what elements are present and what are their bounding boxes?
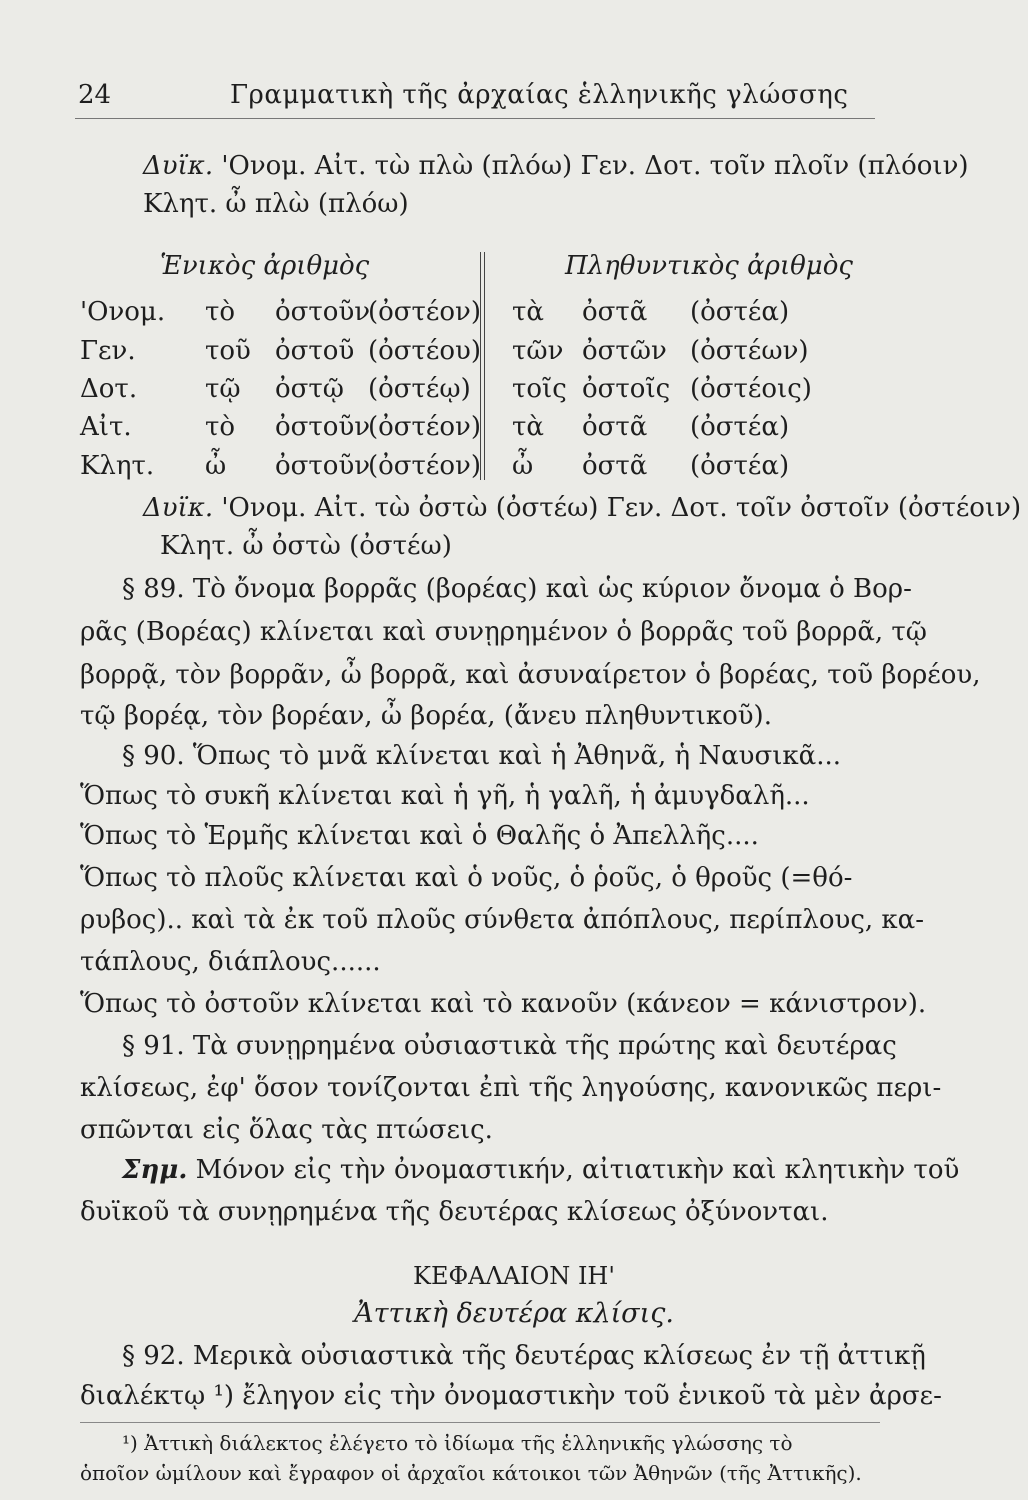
plural-uncontracted: (ὀστέα) bbox=[690, 451, 790, 481]
plural-heading: Πληθυντικὸς ἀριθμὸς bbox=[565, 251, 853, 281]
singular-uncontracted: (ὀστέου) bbox=[368, 336, 482, 366]
s90-line-7: Ὅπως τὸ ὀστοῦν κλίνεται καὶ τὸ κανοῦν (κάνεον = κάνιστρον). bbox=[80, 989, 927, 1019]
dual2-text: 'Ονομ. Αἰτ. τὼ ὀστὼ (ὀστέω) Γεν. Δοτ. τοῖν ὀστοῖν (ὀστέοιν) bbox=[221, 493, 1022, 523]
singular-article: τοῦ bbox=[205, 336, 251, 366]
s90-line-3: Ὅπως τὸ Ἑρμῆς κλίνεται καὶ ὁ Θαλῆς ὁ Ἀπελλῆς.... bbox=[80, 821, 759, 851]
plural-form: ὀστᾶ bbox=[582, 451, 648, 481]
s90-line-2: Ὅπως τὸ συκῆ κλίνεται καὶ ἡ γῆ, ἡ γαλῆ, ἡ ἀμυγδαλῆ... bbox=[80, 781, 810, 811]
singular-article: τὸ bbox=[205, 297, 236, 327]
dual2-line-1 bbox=[143, 492, 1021, 524]
dual2-line-2: Κλητ. ὦ ὀστὼ (ὀστέω) bbox=[160, 531, 452, 561]
footnote-rule bbox=[80, 1422, 880, 1423]
singular-form: ὀστοῦν bbox=[275, 297, 371, 327]
case-label: Αἰτ. bbox=[80, 412, 132, 442]
dual2-label: Δυϊκ. bbox=[143, 493, 214, 523]
singular-heading: Ἑνικὸς ἀριθμὸς bbox=[160, 251, 370, 281]
plural-form: ὀστοῖς bbox=[582, 374, 671, 404]
s92-line-1: § 92. Μερικὰ οὐσιαστικὰ τῆς δευτέρας κλίσεως ἐν τῇ ἀττικῇ bbox=[122, 1341, 926, 1371]
plural-uncontracted: (ὀστέοις) bbox=[690, 374, 812, 404]
singular-article: ὦ bbox=[205, 451, 227, 481]
case-label: 'Ονομ. bbox=[80, 297, 166, 327]
chapter-heading: ΚΕΦΑΛΑΙΟΝ ΙΗ' bbox=[413, 1262, 615, 1290]
dual-label: Δυϊκ. bbox=[143, 151, 214, 181]
running-title: Γραμματικὴ τῆς ἀρχαίας ἑλληνικῆς γλώσσης bbox=[230, 80, 849, 110]
singular-form: ὀστῷ bbox=[275, 374, 344, 404]
chapter-subtitle: Ἀττικὴ δευτέρα κλίσις. bbox=[354, 1298, 674, 1329]
singular-uncontracted: (ὀστέον) bbox=[368, 297, 482, 327]
footnote-line-2: ὁποῖον ὡμίλουν καὶ ἔγραφον οἱ ἀρχαῖοι κάτοικοι τῶν Ἀθηνῶν (τῆς Ἀττικῆς). bbox=[80, 1461, 862, 1485]
plural-uncontracted: (ὀστέων) bbox=[690, 336, 809, 366]
s90-line-4: Ὅπως τὸ πλοῦς κλίνεται καὶ ὁ νοῦς, ὁ ῥοῦς, ὁ θροῦς (=θό- bbox=[80, 863, 853, 893]
page-number: 24 bbox=[78, 80, 112, 110]
s89-line-1: § 89. Τὸ ὄνομα βορρᾶς (βορέας) καὶ ὡς κύριον ὄνομα ὁ Βορ- bbox=[122, 574, 912, 604]
dual-line-2: Κλητ. ὦ πλὼ (πλόω) bbox=[143, 189, 409, 219]
note-text: Μόνον εἰς τὴν ὀνομαστικήν, αἰτιατικὴν καὶ κλητικὴν τοῦ bbox=[195, 1155, 960, 1185]
plural-article: ὦ bbox=[512, 451, 534, 481]
dual-text: 'Ονομ. Αἰτ. τὼ πλὼ (πλόω) Γεν. Δοτ. τοῖν πλοῖν (πλόοιν) bbox=[221, 151, 969, 181]
s89-line-2: ρᾶς (Βορέας) κλίνεται καὶ συνῃρημένον ὁ βορρᾶς τοῦ βορρᾶ, τῷ bbox=[80, 617, 928, 647]
singular-form: ὀστοῦν bbox=[275, 412, 371, 442]
singular-form: ὀστοῦν bbox=[275, 451, 371, 481]
s91-line-2: κλίσεως, ἐφ' ὅσον τονίζονται ἐπὶ τῆς ληγούσης, κανονικῶς περι- bbox=[80, 1073, 942, 1103]
footnote-line-1: ¹) Ἀττικὴ διάλεκτος ἐλέγετο τὸ ἰδίωμα τῆς ἑλληνικῆς γλώσσης τὸ bbox=[122, 1431, 793, 1455]
plural-article: τῶν bbox=[512, 336, 564, 366]
singular-uncontracted: (ὀστέῳ) bbox=[368, 374, 471, 404]
plural-article: τοῖς bbox=[512, 374, 567, 404]
note-line-1 bbox=[122, 1154, 959, 1186]
header-rule bbox=[75, 118, 875, 119]
s89-line-4: τῷ βορέᾳ, τὸν βορέαν, ὦ βορέα, (ἄνευ πληθυντικοῦ). bbox=[80, 701, 772, 731]
s90-line-6: τάπλους, διάπλους...... bbox=[80, 947, 381, 977]
plural-article: τὰ bbox=[512, 297, 544, 327]
note-label: Σημ. bbox=[122, 1155, 188, 1185]
s91-line-3: σπῶνται εἰς ὅλας τὰς πτώσεις. bbox=[80, 1115, 493, 1145]
plural-form: ὀστᾶ bbox=[582, 297, 648, 327]
plural-article: τὰ bbox=[512, 412, 544, 442]
plural-form: ὀστᾶ bbox=[582, 412, 648, 442]
s92-line-2: διαλέκτῳ ¹) ἔληγον εἰς τὴν ὀνομαστικὴν τοῦ ἑνικοῦ τὰ μὲν ἀρσε- bbox=[80, 1381, 942, 1411]
plural-uncontracted: (ὀστέα) bbox=[690, 412, 790, 442]
plural-form: ὀστῶν bbox=[582, 336, 667, 366]
s90-line-1: § 90. Ὅπως τὸ μνᾶ κλίνεται καὶ ἡ Ἀθηνᾶ, ἡ Ναυσικᾶ... bbox=[122, 741, 841, 771]
singular-article: τὸ bbox=[205, 412, 236, 442]
case-label: Δοτ. bbox=[80, 374, 138, 404]
s89-line-3: βορρᾷ, τὸν βορρᾶν, ὦ βορρᾶ, καὶ ἀσυναίρετον ὁ βορέας, τοῦ βορέου, bbox=[80, 660, 981, 690]
plural-uncontracted: (ὀστέα) bbox=[690, 297, 790, 327]
singular-uncontracted: (ὀστέον) bbox=[368, 412, 482, 442]
singular-form: ὀστοῦ bbox=[275, 336, 355, 366]
singular-uncontracted: (ὀστέον) bbox=[368, 451, 482, 481]
case-label: Γεν. bbox=[80, 336, 136, 366]
s90-line-5: ρυβος).. καὶ τὰ ἐκ τοῦ πλοῦς σύνθετα ἀπόπλους, περίπλους, κα- bbox=[80, 905, 925, 935]
s91-line-1: § 91. Τὰ συνῃρημένα οὐσιαστικὰ τῆς πρώτης καὶ δευτέρας bbox=[122, 1031, 897, 1061]
note-line-2: δυϊκοῦ τὰ συνῃρημένα τῆς δευτέρας κλίσεως ὀξύνονται. bbox=[80, 1197, 829, 1227]
singular-article: τῷ bbox=[205, 374, 241, 404]
dual-line-1 bbox=[143, 150, 969, 182]
case-label: Κλητ. bbox=[80, 451, 155, 481]
